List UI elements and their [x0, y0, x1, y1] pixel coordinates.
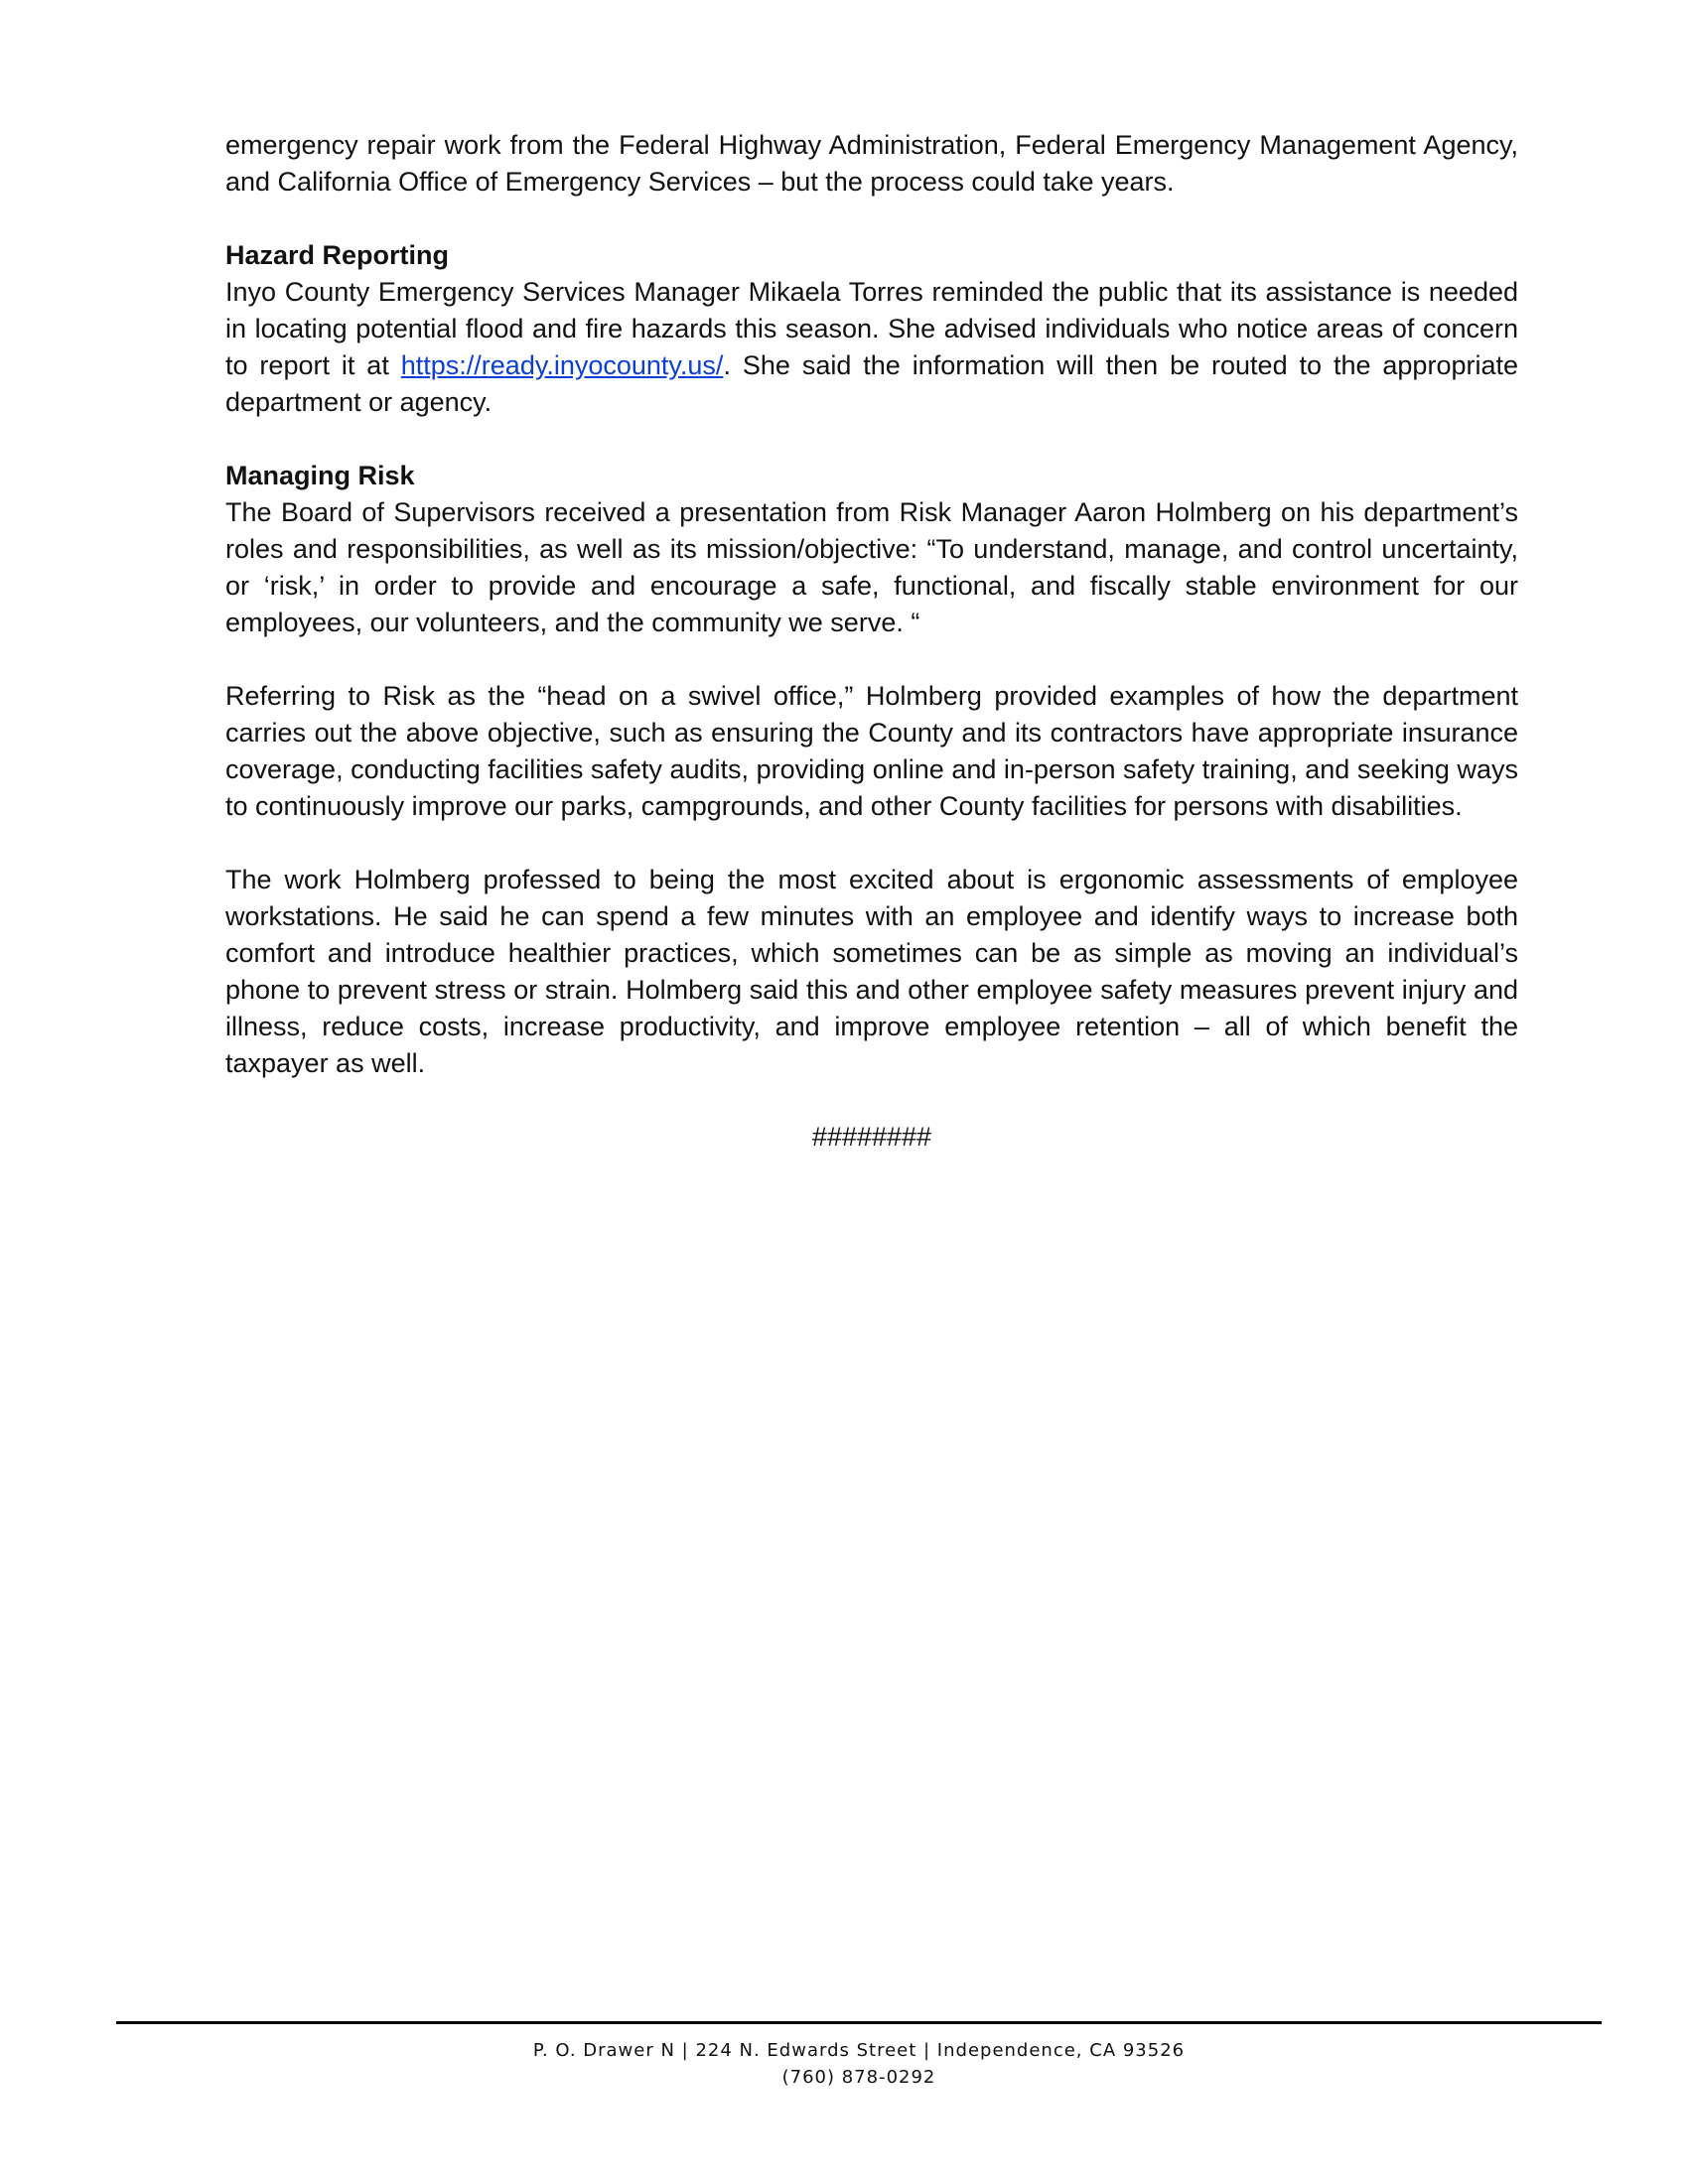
- hazard-text-before-link: Inyo County Emergency Services Manager Mikaela Torres reminded the public that its assistance is needed in locating potential flood and fire hazards this season. She advised individuals who notice areas of concern to report it at: [225, 277, 1518, 380]
- hazard-reporting-heading: Hazard Reporting: [225, 240, 450, 270]
- footer-address: P. O. Drawer N | 224 N. Edwards Street | Independence, CA 93526: [532, 2040, 1186, 2061]
- page-footer: [116, 2037, 1602, 2091]
- end-of-release-marks: ########: [811, 1122, 932, 1152]
- ready-inyocounty-link[interactable]: https://ready.inyocounty.us/: [400, 350, 724, 380]
- footer-divider: [116, 2021, 1602, 2024]
- paragraph-spacer: [225, 825, 1518, 862]
- hazard-reporting-paragraph: [225, 274, 1518, 421]
- managing-risk-heading: Managing Risk: [225, 461, 415, 490]
- paragraph-spacer: [225, 641, 1518, 678]
- intro-paragraph: emergency repair work from the Federal Highway Administration, Federal Emergency Management Agency, and California Office of Emergency Services – but the process could take years.: [225, 130, 1518, 197]
- hazard-text-after-link: . She said the information will then be routed to the appropriate department or agency.: [225, 350, 1518, 417]
- section-spacer: [225, 421, 1518, 458]
- footer-phone: (760) 878-0292: [781, 2067, 936, 2088]
- section-spacer: [225, 201, 1518, 237]
- risk-paragraph-mission: The Board of Supervisors received a presentation from Risk Manager Aaron Holmberg on his department’s roles and responsibilities, as well as its mission/objective: “To understand, manage, and control uncertainty, or ‘risk,’ in order to provide and encourage a safe, functional, and fiscally stable environment for our employees, our volunteers, and the community we serve. “: [225, 497, 1518, 637]
- document-body: [225, 127, 1518, 1156]
- risk-paragraph-ergonomics: The work Holmberg professed to being the most excited about is ergonomic assessments of employee workstations. He said he can spend a few minutes with an employee and identify ways to increase both comfort and introduce healthier practices, which sometimes can be as simple as moving an individual’s phone to prevent stress or strain. Holmberg said this and other employee safety measures prevent injury and illness, reduce costs, increase productivity, and improve employee retention – all of which benefit the taxpayer as well.: [225, 865, 1518, 1078]
- risk-paragraph-examples: Referring to Risk as the “head on a swivel office,” Holmberg provided examples of how the department carries out the above objective, such as ensuring the County and its contractors have appropriate insurance coverage, conducting facilities safety audits, providing online and in-person safety training, and seeking ways to continuously improve our parks, campgrounds, and other County facilities for persons with disabilities.: [225, 681, 1518, 821]
